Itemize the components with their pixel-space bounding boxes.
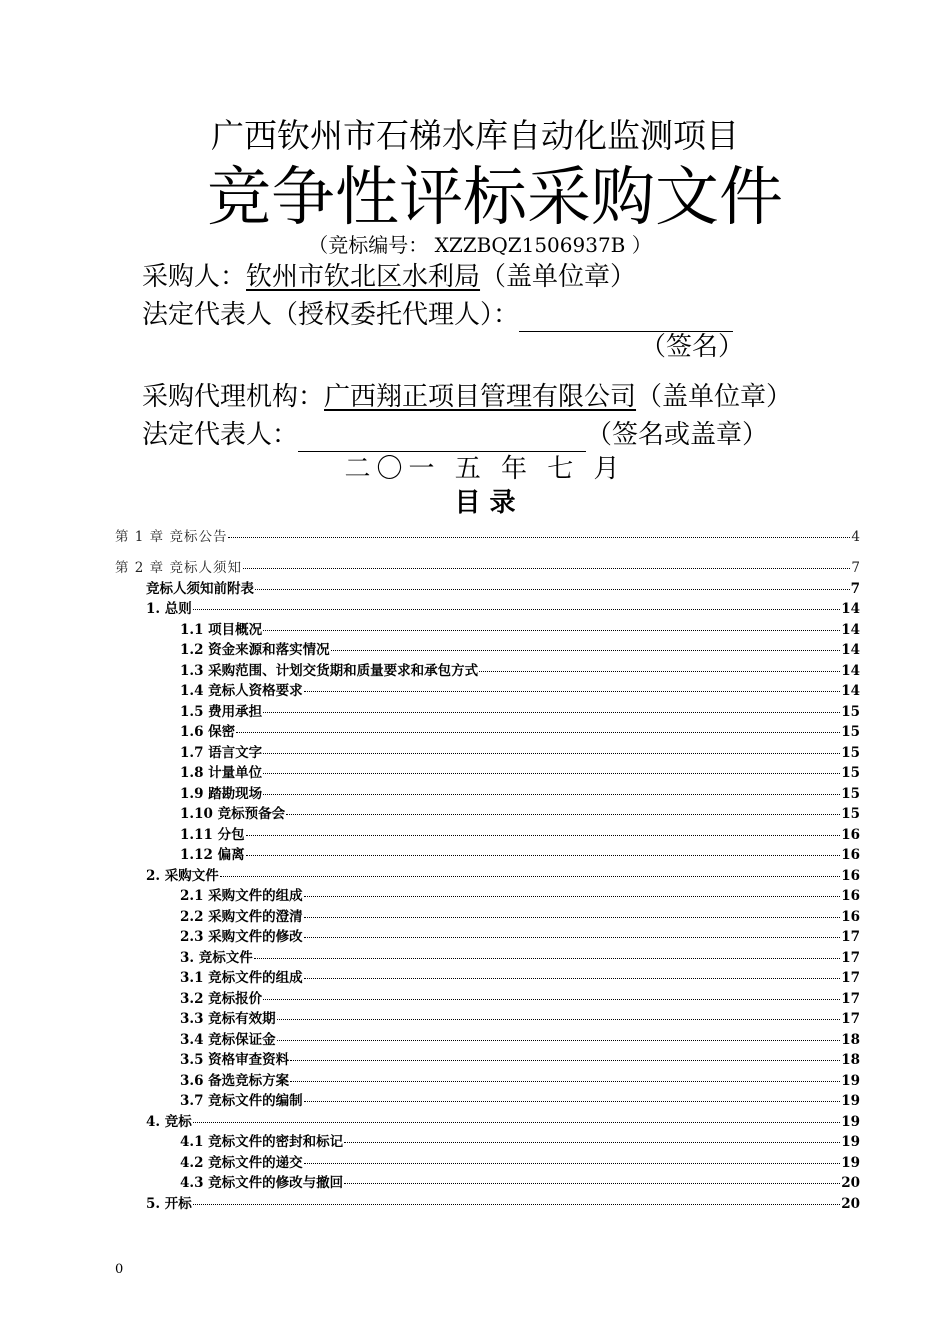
agency-line xyxy=(142,380,792,414)
toc-entry-leader xyxy=(263,630,840,631)
toc-entry[interactable] xyxy=(146,867,860,885)
toc-entry-label: 1. 总则 xyxy=(146,601,192,617)
toc-entry-label: 2.2 采购文件的澄清 xyxy=(180,908,303,925)
toc-entry-label: 1.1 项目概况 xyxy=(180,621,263,638)
toc-entry-leader xyxy=(304,1101,841,1102)
toc-entry[interactable] xyxy=(180,887,860,905)
toc-entry[interactable] xyxy=(115,528,860,546)
toc-entry-label: 5. 开标 xyxy=(146,1195,192,1212)
toc-entry-leader xyxy=(344,1142,840,1143)
toc-entry[interactable] xyxy=(115,559,860,577)
toc-entry-label: 2. 采购文件 xyxy=(146,867,219,884)
toc-entry[interactable] xyxy=(180,662,860,680)
toc-entry-leader xyxy=(246,855,841,856)
toc-entry[interactable] xyxy=(146,580,860,598)
toc-entry-label: 2.3 采购文件的修改 xyxy=(180,929,303,945)
toc-entry-page: 14 xyxy=(841,601,860,617)
toc-entry-leader xyxy=(479,671,840,672)
toc-entry-label: 1.5 费用承担 xyxy=(180,703,263,720)
toc-entry-page: 20 xyxy=(841,1195,860,1212)
toc-entry-leader xyxy=(263,794,840,795)
toc-entry-label: 1.4 竞标人资格要求 xyxy=(180,683,303,699)
toc-entry-page: 15 xyxy=(841,785,860,802)
toc-entry-label: 3.7 竞标文件的编制 xyxy=(180,1093,303,1109)
toc-entry-label: 4.2 竞标文件的递交 xyxy=(180,1154,303,1171)
buyer-name: 钦州市钦北区水利局 xyxy=(246,262,481,292)
toc-entry-page: 14 xyxy=(841,662,860,679)
agency-signature-blank xyxy=(298,425,586,452)
toc-entry[interactable] xyxy=(180,990,860,1008)
toc-entry-page: 15 xyxy=(841,744,860,761)
toc-entry-label: 1.3 采购范围、计划交货期和质量要求和承包方式 xyxy=(180,662,479,679)
toc-entry-leader xyxy=(254,958,840,959)
toc-entry-leader xyxy=(228,537,850,538)
toc-entry-label: 4. 竞标 xyxy=(146,1113,192,1130)
toc-entry[interactable] xyxy=(180,723,860,741)
toc-entry-label: 3.5 资格审查资料 xyxy=(180,1052,290,1068)
toc-entry-page: 14 xyxy=(841,683,860,699)
toc-entry-page: 19 xyxy=(841,1134,860,1150)
agency-legal-rep-line xyxy=(142,418,768,452)
agency-label: 采购代理机构： xyxy=(142,382,325,412)
toc-entry-label: 竞标人须知前附表 xyxy=(146,581,254,597)
toc-entry-leader xyxy=(304,896,841,897)
toc-entry[interactable] xyxy=(180,1072,860,1090)
toc-entry-label: 1.10 竞标预备会 xyxy=(180,806,286,822)
toc-entry-label: 1.6 保密 xyxy=(180,724,236,740)
toc-entry[interactable] xyxy=(180,949,860,967)
toc-entry[interactable] xyxy=(180,908,860,926)
toc-title: 目 录 xyxy=(454,488,516,518)
toc-entry-leader xyxy=(263,712,840,713)
toc-entry-page: 15 xyxy=(841,724,860,740)
agency-suffix: （盖单位章） xyxy=(636,382,793,412)
toc-entry[interactable] xyxy=(146,1195,860,1213)
toc-entry-label: 3.3 竞标有效期 xyxy=(180,1011,276,1027)
toc-entry[interactable] xyxy=(180,969,860,987)
toc-entry-page: 19 xyxy=(841,1113,860,1130)
toc-entry[interactable] xyxy=(180,621,860,639)
toc-entry-page: 7 xyxy=(851,560,860,576)
toc-entry-page: 7 xyxy=(850,581,860,597)
toc-entry-label: 4.1 竞标文件的密封和标记 xyxy=(180,1134,344,1150)
page-number: 0 xyxy=(115,1262,124,1277)
toc-entry[interactable] xyxy=(180,826,860,844)
toc-entry[interactable] xyxy=(180,1174,860,1192)
bid-number: （竞标编号： XZZBQZ1506937B ） xyxy=(308,233,652,257)
toc-entry-page: 19 xyxy=(841,1154,860,1171)
toc-entry-page: 15 xyxy=(841,806,860,822)
toc-entry-label: 2.1 采购文件的组成 xyxy=(180,888,303,904)
agency-legal-rep-label: 法定代表人： xyxy=(142,420,299,450)
toc-entry[interactable] xyxy=(180,928,860,946)
toc-entry[interactable] xyxy=(180,744,860,762)
toc-entry-page: 17 xyxy=(841,1011,860,1027)
toc-entry-page: 20 xyxy=(841,1175,860,1191)
toc-entry-label: 第 1 章 竞标公告 xyxy=(115,529,228,545)
toc-entry[interactable] xyxy=(180,1010,860,1028)
toc-entry-page: 17 xyxy=(841,929,860,945)
toc-entry-leader xyxy=(344,1183,840,1184)
toc-entry-label: 3.4 竞标保证金 xyxy=(180,1031,276,1048)
legal-rep-label: 法定代表人（授权委托代理人）： xyxy=(142,300,520,330)
toc-entry-leader xyxy=(263,753,840,754)
toc-entry-label: 3. 竞标文件 xyxy=(180,949,253,966)
toc-entry[interactable] xyxy=(146,600,860,618)
toc-entry-page: 18 xyxy=(841,1052,860,1068)
toc-entry[interactable] xyxy=(180,703,860,721)
toc-entry-page: 14 xyxy=(841,642,860,658)
toc-entry-leader xyxy=(304,978,841,979)
toc-entry-label: 1.12 偏离 xyxy=(180,847,245,863)
toc-entry[interactable] xyxy=(180,1133,860,1151)
toc-entry-leader xyxy=(304,937,841,938)
toc-entry-leader xyxy=(193,1204,840,1205)
toc-entry-page: 16 xyxy=(841,826,860,843)
toc-entry-page: 15 xyxy=(841,703,860,720)
toc-entry-page: 17 xyxy=(841,970,860,986)
toc-entry-leader xyxy=(331,650,841,651)
toc-entry-label: 4.3 竞标文件的修改与撤回 xyxy=(180,1175,344,1191)
toc-entry-leader xyxy=(220,876,840,877)
toc-entry-leader xyxy=(263,773,840,774)
toc-entry-leader xyxy=(290,1081,840,1082)
toc-entry[interactable] xyxy=(180,805,860,823)
toc-entry-page: 4 xyxy=(851,529,860,545)
toc-entry-leader xyxy=(304,1163,841,1164)
toc-entry-page: 16 xyxy=(841,888,860,904)
toc-entry[interactable] xyxy=(180,641,860,659)
toc-entry-leader xyxy=(236,732,840,733)
toc-entry-leader xyxy=(255,589,850,590)
agency-legal-rep-suffix: （签名或盖章） xyxy=(586,420,769,450)
toc-entry-label: 1.2 资金来源和落实情况 xyxy=(180,642,330,658)
signature-note: （签名） xyxy=(640,332,745,362)
toc-entry-label: 3.2 竞标报价 xyxy=(180,990,263,1007)
document-date: 二〇一 五 年 七 月 xyxy=(344,454,626,484)
legal-rep-line xyxy=(142,298,733,332)
buyer-line xyxy=(142,260,636,294)
toc-entry[interactable] xyxy=(180,764,860,782)
toc-entry-label: 1.11 分包 xyxy=(180,826,245,843)
toc-entry-page: 16 xyxy=(841,867,860,884)
toc-entry[interactable] xyxy=(180,682,860,700)
toc-entry[interactable] xyxy=(146,1113,860,1131)
toc-entry[interactable] xyxy=(180,1154,860,1172)
toc-entry-leader xyxy=(304,917,841,918)
buyer-suffix: （盖单位章） xyxy=(480,262,637,292)
toc-entry-page: 18 xyxy=(841,1031,860,1048)
toc-entry-leader xyxy=(277,1040,841,1041)
toc-entry-page: 15 xyxy=(841,765,860,781)
toc-entry-leader xyxy=(290,1060,840,1061)
toc-entry-leader xyxy=(263,999,840,1000)
toc-entry-page: 16 xyxy=(841,847,860,863)
buyer-label: 采购人： xyxy=(142,262,247,292)
document-title-line1: 广西钦州市石梯水库自动化监测项目 xyxy=(211,116,739,155)
toc-entry-page: 16 xyxy=(841,908,860,925)
toc-entry-label: 3.1 竞标文件的组成 xyxy=(180,970,303,986)
toc-entry-page: 17 xyxy=(841,990,860,1007)
toc-entry-label: 1.9 踏勘现场 xyxy=(180,785,263,802)
toc-entry-leader xyxy=(193,1122,840,1123)
toc-entry-leader xyxy=(277,1019,841,1020)
toc-entry-label: 第 2 章 竞标人须知 xyxy=(115,560,242,576)
toc-entry[interactable] xyxy=(180,846,860,864)
toc-entry-leader xyxy=(243,568,850,569)
toc-entry[interactable] xyxy=(180,785,860,803)
toc-entry[interactable] xyxy=(180,1031,860,1049)
toc-entry-page: 19 xyxy=(841,1072,860,1089)
toc-entry-leader xyxy=(286,814,840,815)
document-title-line2: 竞争性评标采购文件 xyxy=(207,161,783,235)
toc-entry-label: 3.6 备选竞标方案 xyxy=(180,1072,290,1089)
toc-entry-leader xyxy=(246,835,841,836)
toc-entry-page: 14 xyxy=(841,621,860,638)
toc-entry[interactable] xyxy=(180,1051,860,1069)
toc-entry-leader xyxy=(193,609,840,610)
toc-entry-leader xyxy=(304,691,841,692)
signature-blank xyxy=(519,305,733,332)
toc-entry-label: 1.7 语言文字 xyxy=(180,744,263,761)
toc-entry-page: 17 xyxy=(841,949,860,966)
toc-entry-page: 19 xyxy=(841,1093,860,1109)
agency-name: 广西翔正项目管理有限公司 xyxy=(324,382,637,412)
toc-entry[interactable] xyxy=(180,1092,860,1110)
toc-entry-label: 1.8 计量单位 xyxy=(180,765,263,781)
